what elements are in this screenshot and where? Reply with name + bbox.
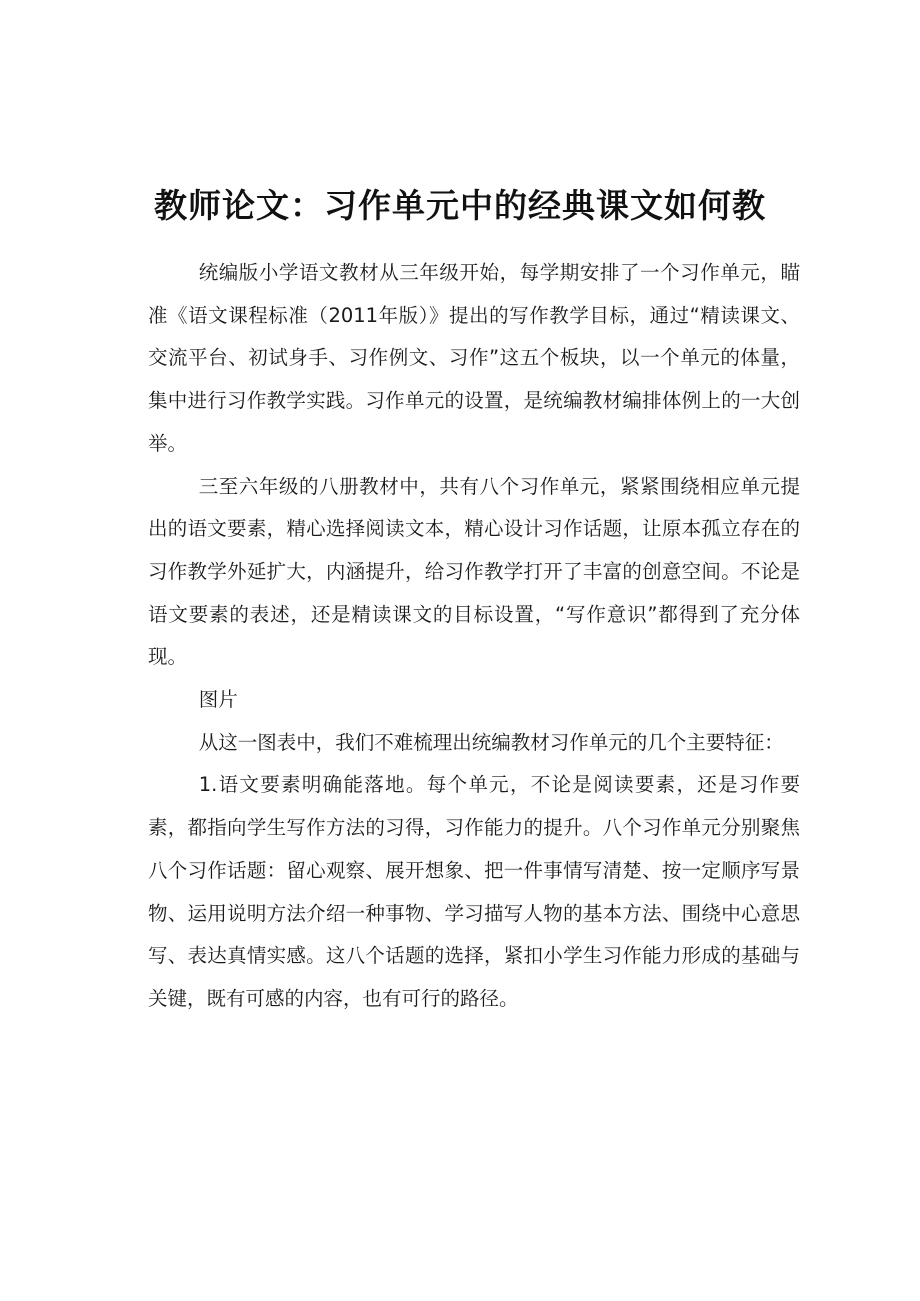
image-placeholder-caption: 图片: [198, 688, 238, 712]
paragraph-chart-summary: 从这一图表中，我们不难梳理出统编教材习作单元的几个主要特征：: [198, 730, 784, 754]
document-title: 教师论文：习作单元中的经典课文如何教: [154, 186, 766, 226]
document-body: [148, 252, 800, 1021]
paragraph-feature-1: 1.语文要素明确能落地。每个单元，不论是阅读要素，还是习作要素，都指向学生写作方法的习得，习作能力的提升。八个习作单元分别聚焦八个习作话题：留心观察、展开想象、把一件事情写清楚、按一定顺序写景物、运用说明方法介绍一种事物、学习描写人物的基本方法、围绕中心意思写、表达真情实感。这八个话题的选择，紧扣小学生习作能力形成的基础与关键，既有可感的内容，也有可行的路径。: [148, 773, 800, 1010]
paragraph-units: 三至六年级的八册教材中，共有八个习作单元，紧紧围绕相应单元提出的语文要素，精心选择阅读文本，精心设计习作话题，让原本孤立存在的习作教学外延扩大，内涵提升，给习作教学打开了丰富的创意空间。不论是语文要素的表述，还是精读课文的目标设置，“写作意识”都得到了充分体现。: [148, 474, 800, 669]
paragraph-intro: 统编版小学语文教材从三年级开始，每学期安排了一个习作单元，瞄准《语文课程标准（2011年版）》提出的写作教学目标，通过“精读课文、交流平台、初试身手、习作例文、习作”这五个板块，以一个单元的体量，集中进行习作教学实践。习作单元的设置，是统编教材编排体例上的一大创举。: [148, 261, 800, 455]
